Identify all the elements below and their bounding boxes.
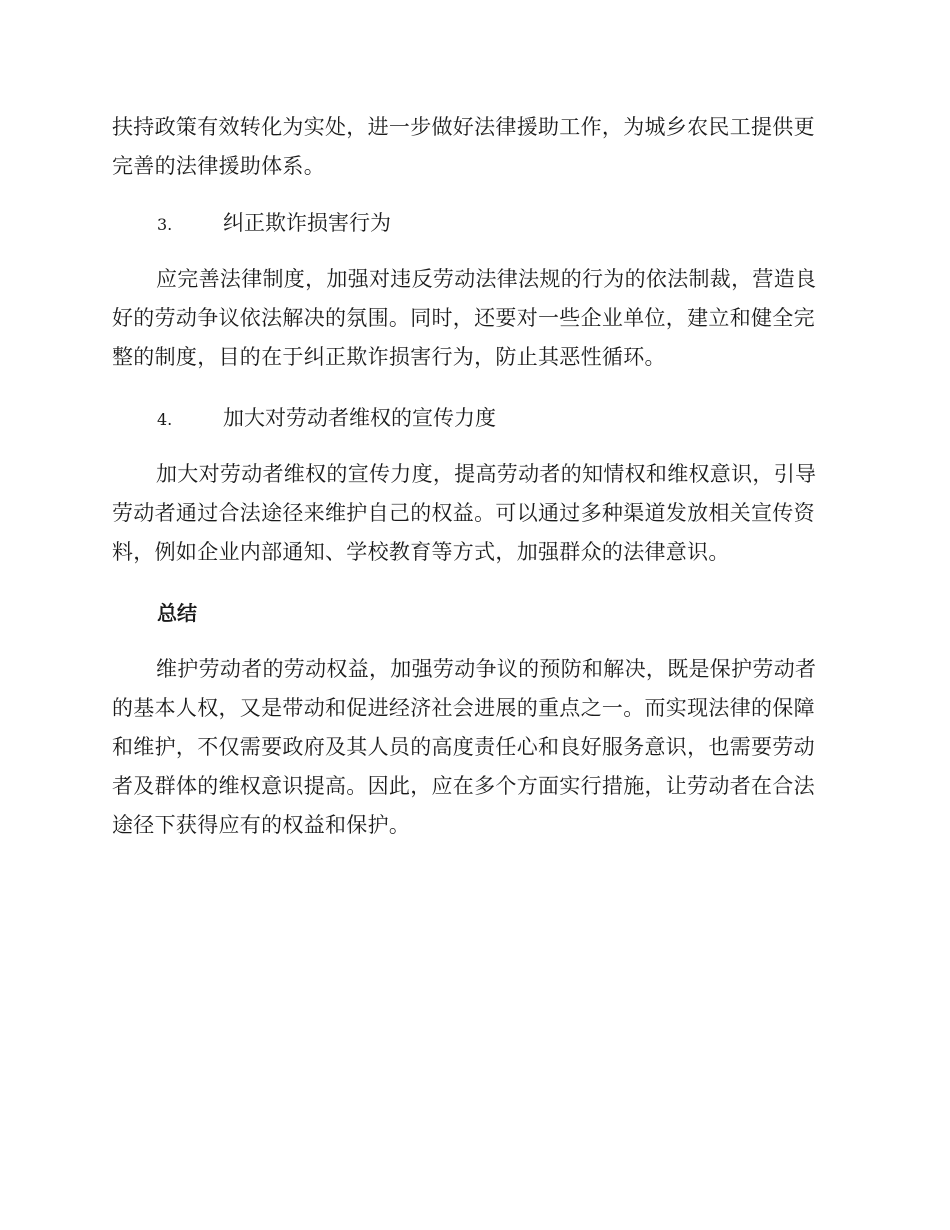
list-item-title: 纠正欺诈损害行为 — [223, 211, 391, 235]
paragraph-continuation: 扶持政策有效转化为实处，进一步做好法律援助工作，为城乡农民工提供更完善的法律援助体系。 — [112, 115, 815, 178]
list-number: 3. — [157, 215, 173, 234]
paragraph-summary: 维护劳动者的劳动权益，加强劳动争议的预防和解决，既是保护劳动者的基本人权，又是带动和促进经济社会进展的重点之一。而实现法律的保障和维护，不仅需要政府及其人员的高度责任心和良好服务意识，也需要劳动者及群体的维权意识提高。因此，应在多个方面实行措施，让劳动者在合法途径下获得应有的权益和保护。 — [112, 657, 817, 837]
list-item-title: 加大对劳动者维权的宣传力度 — [223, 406, 496, 430]
paragraph-4: 加大对劳动者维权的宣传力度，提高劳动者的知情权和维权意识，引导劳动者通过合法途径来维护自己的权益。可以通过多种渠道发放相关宣传资料，例如企业内部通知、学校教育等方式，加强群众的法律意识。 — [112, 462, 817, 564]
section-heading-summary: 总结 — [157, 601, 197, 625]
list-item-3 — [157, 208, 391, 240]
list-number: 4. — [157, 410, 173, 429]
paragraph-3: 应完善法律制度，加强对违反劳动法律法规的行为的依法制裁，营造良好的劳动争议依法解决的氛围。同时，还要对一些企业单位，建立和健全完整的制度，目的在于纠正欺诈损害行为，防止其恶性循环。 — [112, 267, 817, 369]
list-item-4 — [157, 403, 496, 435]
